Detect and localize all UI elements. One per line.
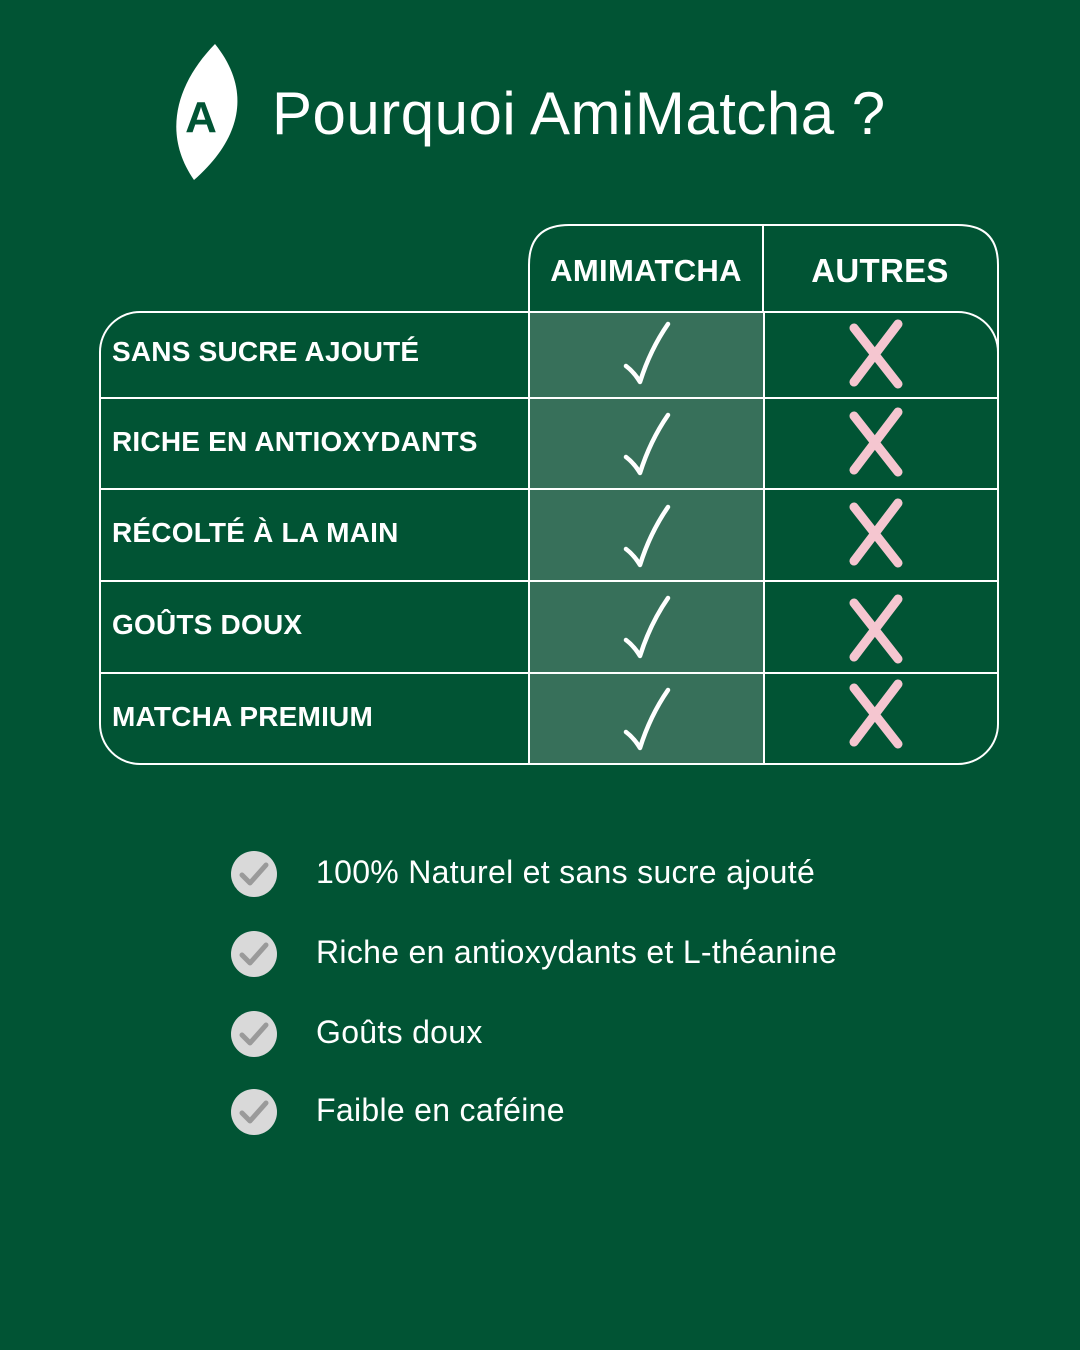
benefit-text: Faible en caféine [316, 1092, 565, 1128]
check-icon [622, 320, 672, 386]
check-icon [622, 411, 672, 477]
page-title: Pourquoi AmiMatcha ? [272, 80, 886, 147]
cross-icon [846, 406, 906, 478]
check-icon [622, 594, 672, 660]
check-icon [622, 503, 672, 569]
list-item [230, 848, 990, 898]
row-label: RICHE EN ANTIOXYDANTS [112, 426, 478, 457]
check-circle-icon [230, 1088, 278, 1136]
check-circle-icon [230, 1010, 278, 1058]
check-circle-icon [230, 850, 278, 898]
list-item [230, 928, 990, 978]
logo-letter: A [185, 93, 217, 142]
cross-icon [846, 593, 906, 665]
column-header-amimatcha: AMIMATCHA [550, 253, 742, 288]
row-label: MATCHA PREMIUM [112, 701, 373, 732]
benefit-text: Riche en antioxydants et L-théanine [316, 934, 838, 970]
row-label: SANS SUCRE AJOUTÉ [112, 336, 420, 367]
check-icon [622, 686, 672, 752]
list-item [230, 1008, 990, 1058]
list-item [230, 1086, 990, 1136]
benefits-list [0, 830, 1080, 1170]
row-label: GOÛTS DOUX [112, 609, 303, 640]
benefit-text: Goûts doux [316, 1014, 483, 1050]
benefit-text: 100% Naturel et sans sucre ajouté [316, 854, 816, 890]
cross-icon [846, 318, 906, 390]
cross-icon [846, 678, 906, 750]
cross-icon [846, 497, 906, 569]
row-label: RÉCOLTÉ À LA MAIN [112, 517, 399, 548]
column-header-autres: AUTRES [811, 252, 949, 289]
check-circle-icon [230, 930, 278, 978]
